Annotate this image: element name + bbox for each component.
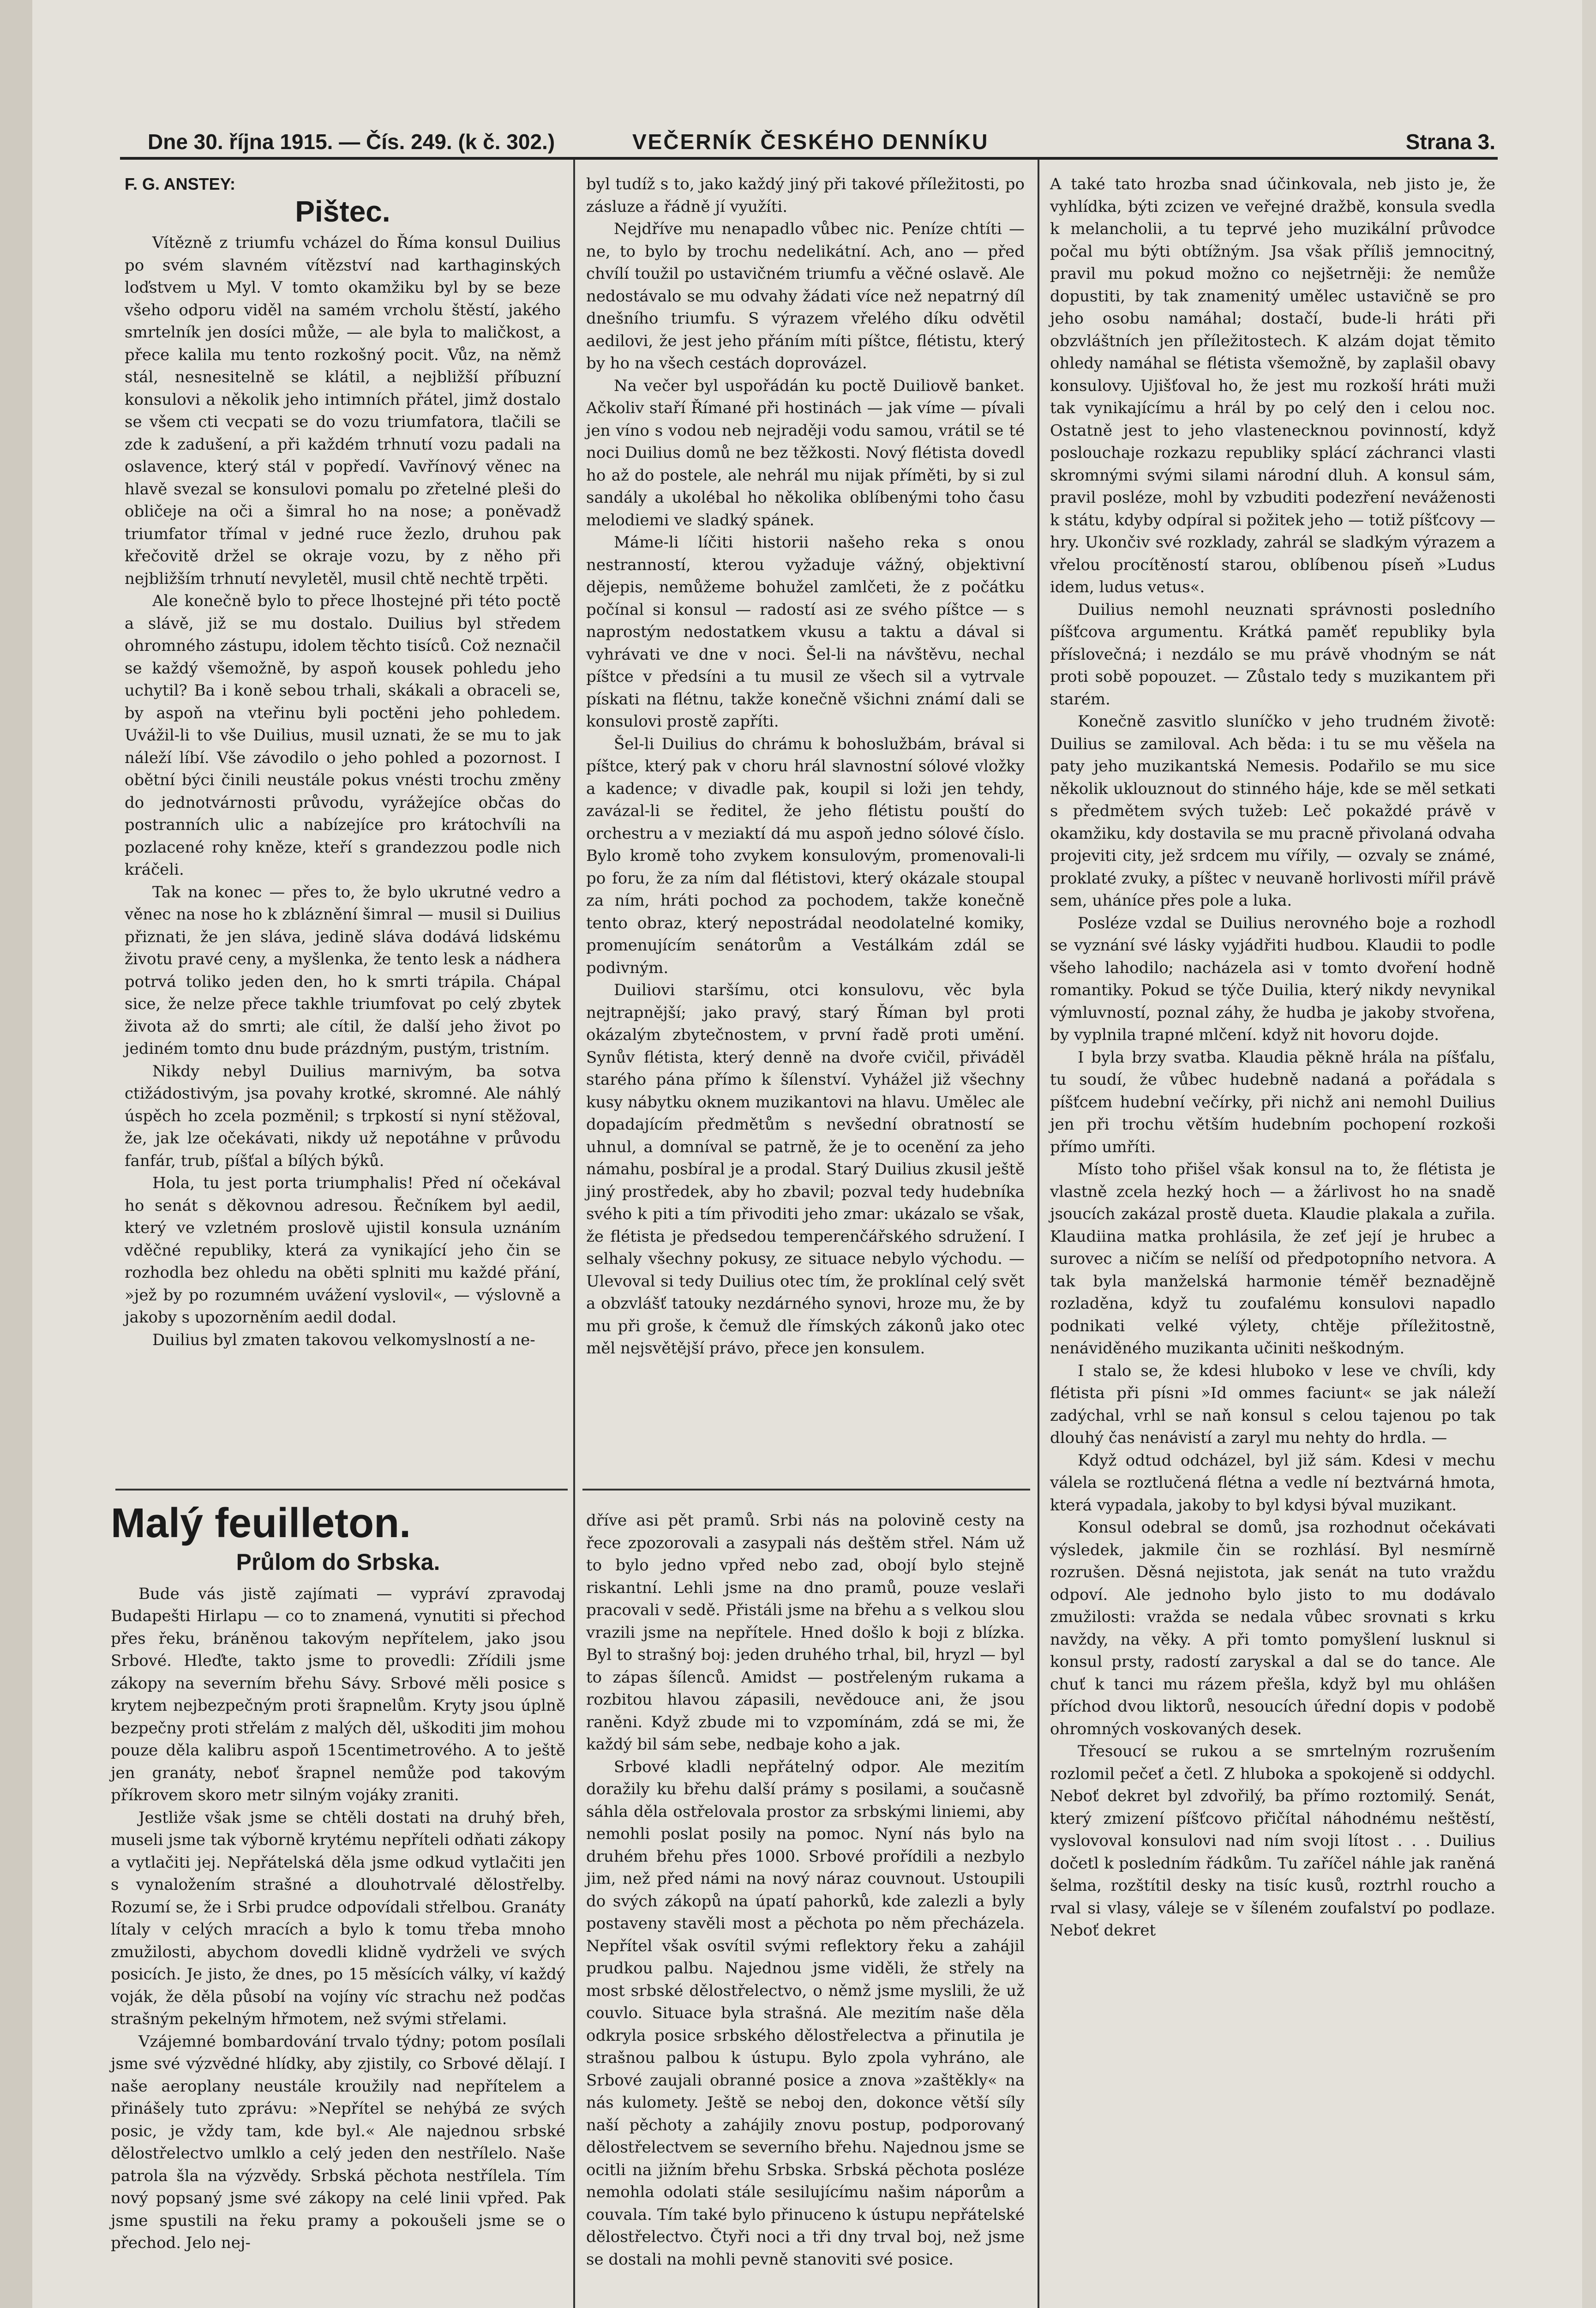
column-separator-2 [1038,159,1039,2308]
story-paragraph: Ale konečně bylo to přece lhostejné při této poctě a slávě, již se mu dostalo. Duilius byl středem ohromného zástupu, idolem těchto tisíců. Což neznačil se každý všemožně, by aspoň kousek pohledu jeho uchytil? Ba i koně sebou trhali, skákali a obraceli se, by aspoň na vteřinu byli poctěni jeho pohledem. Uvážil-li to vše Duilius, musil uznati, že se mu to jak náleží líbí. Vše závodilo o jeho pohled a pozornost. I obětní býci činili neustále pokus vnésti trochu změny do jednotvárnosti průvodu, vyrážejíce občas do postranních ulic a nabízejíce pro krátochvíli na pozlacené rohy kněze, kteří s grandezzou podle nich kráčeli. [125,592,561,879]
feuilleton-paragraph: Jestliže však jsme se chtěli dostati na druhý břeh, museli jsme tak výborně krytému nepříteli odňati zákopy a vytlačiti jej. Nepřátelská děla jsme odkud vytlačiti jen s vynaložením strašné a dlouhotrvalé dělostřelby. Rozumí se, že i Srbi prudce odpovídali střelbou. Granáty lítaly v celých mracích a bylo k tomu třeba mnoho zmužilosti, abychom dovedli klidně vydrželi ve svých posicích. Je jisto, že dnes, po 15 měsících války, ví každý voják, že děla působí na vojíny víc strachu než podčas strašným pekelným hřmotem, než svými střelami. [111,1808,565,2028]
story-paragraph: I stalo se, že kdesi hluboko v lese ve chvíli, kdy flétista při písni »Id ommes faciunt« se jak náleží zadýchal, vrhl se naň konsul s celou tajenou po tak dlouhý čas nenávistí a zaryl mu nehty do hrdla. — [1050,1361,1495,1447]
story-paragraph: Máme-li líčiti historii našeho reka s onou nestranností, kterou vyžaduje vážný, objektivní dějepis, nemůžeme bohužel zamlčeti, že z počátku počínal si konsul — radostí asi ze svého píštce — s naprostým nedostatkem vkusu a taktu a dával si vyhrávati ve dne v noci. Šel-li na návštěvu, nechal píštce v předsíni a tu musil ze všech sil a vytrvale pískati na flétnu, takže konečně všichni známí dali se konsulovi prostě zapříti. [586,533,1025,731]
story-paragraph: byl tudíž s to, jako každý jiný při takové příležitosti, po zásluze a řádně jí využíti. [586,175,1025,216]
story-paragraph: Konečně zasvitlo sluníčko v jeho trudném životě: Duilius se zamiloval. Ach běda: i tu se mu věšela na paty jeho muzikantská Nemesis. Podařilo se mu sice několik uklouznout do stinného háje, kde se měl setkati s předmětem svých tužeb: Leč pokaždé právě v okamžiku, kdy dostavila se mu pracně přivolaná odvaha projeviti city, jež srdcem mu vířily, — ozvaly se známé, proklaté zvuky, a píštec v neuvaně horlivosti mířil právě sem, uháníce přes pole a lukа. [1050,712,1495,910]
story-paragraph: Duilius byl zmaten takovou velkomyslností a ne- [152,1330,535,1349]
story-paragraph: I byla brzy svatba. Klaudia pěkně hrála na píšťalu, tu soudí, že vůbec hudebně nadaná a pořádala s píšťcem hudební večírky, při nichž ani nemohl Duilius jen při trochu větším hudebním pochopení rozkoši přímo umříti. [1050,1048,1495,1156]
header-date: Dne 30. října 1915. — Čís. 249. (k č. 302.) [148,130,555,154]
column-separator-1 [573,159,575,2308]
story-paragraph: Vítězně z triumfu vcházel do Říma konsul Duilius po svém slavném vítězství nad karthaginských loďstvem u Myl. V tomto okamžiku byl by se beze všeho odporu viděl na samém vrcholu štěstí, jakého smrtelník jen dosíci může, — ale byla to maličkost, a přece kalila mu tento rozkošný pocit. Vůz, na němž stál, nesnesitelně se klátil, a nejbližší příbuzní konsulovi a několik jeho intimních přátel, jimž dostalo se všem cti vecpati se do vozu triumfatora, tlačili se zde k zadušení, a při každém trhnutí vozu padali na oslavence, který stál v popředí. Vavřínový věnec na hlavě svezal se konsulovi pomalu po zřetelné pleši do obličeje na oči a šimral ho na nose; a poněvadž triumfator třímal v jedné ruce žezlo, druhou pak křečovitě držel se okraje vozu, by z něho při nejbližším trhnutí nevyletěl, musil chtě nechtě trpěti. [125,234,561,588]
story-paragraph: Posléze vzdal se Duilius nerovného boje a rozhodl se vyznání své lásky vyjádřiti hudbou. Klaudii to podle všeho lahodilo; nacházela asi v tomto dvoření hodně romantiky. Pokud se týče Duilia, který nikdy nevynikal výmluvností, poznal záhy, že hudba je jakoby stvořena, by vyplnila trapné mlčení. když nit hovoru dojde. [1050,914,1495,1044]
page-header [115,125,1500,157]
feuilleton-title: Malý feuilleton. [111,1500,411,1546]
story-paragraph: Duilius nemohl neuznati správnosti posledního píšťcova argumentu. Krátká paměť republiky byla příslovečná; i nezdálo se mu právě vhodným se nát proti sobě popouzet. — Zůstalo tedy s muzikantem při starém. [1050,600,1495,709]
feuilleton-paragraph: Vzájemné bombardování trvalo týdny; potom posílali jsme své výzvědné hlídky, aby zjistily, co Srbové dělají. I naše aeroplany neustále kroužily nad nepřítelem a přinášely tuto zprávu: »Nepřítel se nehýbá ze svých posic, je vždy tam, kde byl.« Ale najednou srbské dělostřelectvo umlklo a celý jeden den nestřílelo. Naše patrola šla na výzvědy. Srbská pěchota nestřílela. Tím nový popsaný jsme své zákopy na celé linii vpřed. Pak jsme spustili na řeku pramy a pokoušeli jsme se o přechod. Jelo nej- [111,2032,565,2252]
story-paragraph: Hola, tu jest porta triumphalis! Před ní očekával ho senát s děkovnou adresou. Řečníkem byl aedil, který ve vzletném proslově ujistil konsula uznáním vděčné republiky, která za vynikající jeho čin se rozhodla bez ohledu na oběti splniti mu každé přání, »jež by po rozumném uvážení vyslovil«, — výslovně a jakoby s upozorněním aedil dodal. [125,1174,561,1327]
story-paragraph: Na večer byl uspořádán ku poctě Duiliově banket. Ačkoliv staří Římané při hostinách — jak víme — pívali jen víno s vodou neb nejraději vodu samou, vrátil se té noci Duilius domů ne bez těžkosti. Nový flétista dovedl ho až do postele, ale nehrál mu nijak příměti, by si zul sandály a ukolébal ho několika oblíbenými toho času melodiemi ve sladký spánek. [586,376,1025,529]
feuilleton-subtitle: Průlom do Srbska. [236,1549,440,1575]
feuilleton-paragraph: dříve asi pět pramů. Srbi nás na polovině cesty na řece zpozorovali a zasypali nás deštěm střel. Nám už to bylo jedno vpřed nebo zad, obojí bylo stejně riskantní. Lehli jsme na dno pramů, pouze veslaři pracovali v sedě. Přistáli jsme na břehu a s velkou slou vrazili jsme na nepřítele. Hned došlo k boji z blízka. Byl to strašný boj: jeden druhého trhal, bil, hryzl — byl to zápas šílenců. Amidst — postřeleným rukama a rozbitou hlavou zápasili, nevědouce ani, že jsou raněni. Když zbude mi to vzpomínám, zdá se mi, že každý bil sám sebe, nedbaje koho a jak. [586,1511,1025,1754]
masthead: VEČERNÍK ČESKÉHO DENNÍKU [632,130,989,154]
story-paragraph: A také tato hrozba snad účinkovala, neb jisto je, že vyhlídka, býti zcizen ve veřejné dražbě, konsula svedla k melancholii, a tu teprvé jeho muzikální průvodce počal mu býti obtížným. Jsa však příliš jemnocitný, pravil mu pokud možno co nejšetrněji: že nemůže dopustiti, by tak znamenitý umělec ustavičně se pro jeho osobu namáhal; dostačí, bude-li hráti při obzvláštních jen příležitostech. K alzám dojat těmito ohledy namáhal se flétista všemožně, by zaplašil obavy konsulovy. Ujišťoval ho, že jest mu rozkoší hráti muži tak vynikajícímu a hrál by po celý den i celou noc. Ostatně jest to jeho vlastenecknou povinností, když poslouchaje rozkazu republiky splácí záchranci vlasti skromnými svými silami národní dluh. A konsul sám, pravil posléze, mohl by vzbuditi podezření neváženosti k státu, kdyby odpíral si požitek jeho — totiž píšťcovy — hry. Ukončiv své rozklady, zahrál se sladkým výrazem a vřelou procítěností starou, oblíbenou píseň »Ludus idem, ludus vetus«. [1050,175,1495,596]
feuilleton-paragraph: Srbové kladli nepřátelný odpor. Ale mezitím doražily ku břehu další prámy s posilami, a současně sáhla děla ostřelovala prostor za srbskými liniemi, aby nemohli poslat posily na pomoc. Nyní nás bylo na druhém břehu přes 1000. Srbové prořídili a nezbylo jim, než před námi na nový náraz couvnout. Ustoupili do svých zákopů na úpatí pahorků, kde zalezli a byly postaveny stavěli most a pěchota po něm přecházela. Nepřítel však osvítil svými reflektory řeku a zahájil prudkou palbu. Najednou jsme viděli, že střely na most srbské dělostřelectvo, o němž jsme myslili, že už couvlo. Situace byla strašná. Ale mezitím naše děla odkryla posice srbského dělostřelectva a přinutila je strašnou palbou k ústupu. Bylo zpola vyhráno, ale Srbové zaujali obranné posice a znova »zaštěkly« na nás kulomety. Ještě se neboj den, dokonce větší síly naší pěchoty a zahájily znovu postup, podporovaný dělostřelectvem se severního břehu. Najednou jsme se ocitli na jižním břehu Srbska. Srbská pěchota posléze nemohla odolati stále sesilujícímu našim náporům a couvala. Tím také bylo přinuceno k ústupu nepřátelské dělostřelectvo. Čtyři noci a tři dny trval boj, než jsme se dostali na mohli pevně stanoviti své posice. [586,1757,1025,2269]
story-column-1 [125,173,561,1351]
header-rule [120,157,1498,160]
story-author: F. G. ANSTEY: [125,174,236,193]
feuilleton-rule [115,1489,568,1491]
story-paragraph: Duiliovi staršímu, otci konsulovu, věc byla nejtrapnější; jako pravý, starý Říman byl proti okázalým zbytečnostem, v první řadě proti umění. Synův flétista, který denně na dvoře cvičil, přiváděl starého pána přímo k šílenství. Vyhážel již všechny kusy nábytku oknem muzikantovi na hlavu. Umělec ale dopadajícím předmětům s nevšední obratností se uhnul, a domníval se patrně, že je to ocenění za jeho námahu, posbíral je a prodal. Starý Duilius zkusil ještě jiný prostředek, aby ho zbavil; pozval tedy hudebníka svého k piti a tím přivoditi jeho zmar: ukázalo se však, že flétista je předsedou temperenčářského sdružení. I selhaly všechny pokusy, ze situace nebylo východu. — Ulevoval si tedy Duilius otec tím, že proklínal celý svět a obzvlášť tatouky nezdárného synovi, hroze mu, že by mu při groše, k čemuž dle římských zákonů jako otec měl nejsvětější právo, přece jen konsulem. [586,981,1025,1358]
feuilleton-column-1 [111,1500,565,2254]
story-paragraph: Nejdříve mu nenapadlo vůbec nic. Peníze chtíti — ne, to bylo by trochu nedelikátní. Ach, ano — před chvílí toužil po ustavičném triumfu a věčné oslavě. Ale nedostávalo se mu odvahy žádati více než nepatrný díl dnešního triumfu. S výrazem vřelého díku odvětil aedilovi, že jest jeho přáním míti píštce, flétistu, který by ho na všech cestách doprovázel. [586,220,1025,373]
story-paragraph: Šel-li Duilius do chrámu k bohoslužbám, brával si píštce, který pak v choru hrál slavnostní sólové vložky a kadence; v divadle pak, koupil si loži jen tehdy, zavázal-li se ředitel, že jeho flétistu pouští do orchestru a v meziaktí dá mu aspoň jedno sólové číslo. Bylo kromě toho zvykem konsulovým, promenovali-li po foru, že za ním dal flétistovi, který okázale stoupal za ním, hráti pochod za pochodem, takže konečně tento obraz, který nepostrádal neodolatelné komiky, promenujícím senátorům a Vestálkám zdál se podivným. [586,734,1025,977]
page-number: Strana 3. [1405,130,1495,154]
feuilleton-column-2 [586,1509,1025,2271]
story-paragraph: Když odtud odcházel, byl již sám. Kdesi v mechu válela se roztlučená flétna a vedle ní beztvárná hmota, která vypadala, jakoby to byl kdysi býval muzikant. [1050,1451,1495,1515]
story-title: Pištec. [295,194,390,228]
story-column-3 [1050,173,1495,1942]
page-right-edge [1582,0,1596,2308]
feuilleton-paragraph: Bude vás jistě zajímati — vypráví zpravodaj Budapešti Hirlapu — co to znamená, vynutiti si přechod přes řeku, bráněnou takovým nepřítelem, jako jsou Srbové. Hleďte, takto jsme to provedli: Zřídili jsme zákopy na severním břehu Sávy. Srbové měli posice s krytem nejbezpečným proti šrapnelům. Kryty jsou úplně bezpečny proti střelám z malých děl, uškoditi jim mohou pouze děla kalibru aspoň 15centimetrového. A to ještě jen granáty, neboť šrapnel nemůže pod takovým příkrovem skoro metr silným vojáky zraniti. [111,1584,565,1804]
page-left-edge [0,0,32,2308]
feuilleton-rule-col2 [582,1489,1030,1491]
story-paragraph: Nikdy nebyl Duilius marnivým, ba sotva ctižádostivým, jsa povahy krotké, skromné. Ale náhlý úspěch ho zcela pozměnil; s trpkostí si nyní stěžoval, že, jak lze očekávati, nikdy už nepotáhne v průvodu fanfár, trub, píšťal a bílých býků. [125,1062,561,1170]
story-column-2 [586,173,1025,1360]
story-paragraph: Tak na konec — přes to, že bylo ukrutné vedro a věnec na nose ho k zbláznění šimral — musil si Duilius přiznati, že jen sláva, jedině sláva dodává lidskému životu pravé ceny, a myšlenka, že tento lesk a nádhera potrvá toliko jeden den, ho k smrti trápila. Chápal sice, že nelze přece takhle triumfovat po celý zbytek života až do smrti; ale cítil, že další jeho život po jediném tomto dnu bude prázdným, pustým, tristním. [125,883,561,1058]
story-paragraph: Konsul odebral se domů, jsa rozhodnut očekávati výsledek, jakmile čin se rozhlásí. Byl nesmírně rozrušen. Děsná nejistota, jak senát na tuto vraždu odpoví. Ale jednoho bylo jisto to mu dodávalo zmužilosti: vražda se nedala vůbec srovnati s krku navždy, na věky. A při tomto pomyšlení lusknul si konsul prsty, radostí zaryskal a dal se do tance. Ale chuť k tanci mu rázem přešla, když byl mu ohlášen příchod dvou liktorů, nesoucích úřední dopis v podobě ohromných voskovaných desek. [1050,1518,1495,1738]
story-paragraph: Místo toho přišel však konsul na to, že flétista je vlastně zcela hezký hoch — a žárlivost ho na snadě jsoucích zakázal prostě dueta. Klaudie plakala a zuřila. Klaudiina matka prohlásila, že zeť její je hrubec a surovec a ničím se nelíší od předpotopního netvora. A tak byla manželská harmonie téměř beznadějně rozladěna, když tu zoufalému konsulovi napadlo podnikati velké výlety, chtěje příležitostně, nenáviděného muzikanta učiniti neškodným. [1050,1160,1495,1358]
story-paragraph: Třesoucí se rukou a se smrtelným rozrušením rozlomil pečeť a četl. Z hluboka a spokojeně si oddychl. Neboť dekret byl zdvořilý, ba přímo roztomilý. Senát, který zmizení píšťcovo přičítal náhodnému neštěstí, vyslovoval konsulovi nad ním svoji lítost . . . Duilius dočetl k posledním řádkům. Tu zaříčel náhle jak raněná šelma, rozštítil desky na tisíc kusů, roztrhl roucho a rval si vlasy, váleje se v šíleném zoufalství po podlaze. Neboť dekret [1050,1742,1495,1940]
